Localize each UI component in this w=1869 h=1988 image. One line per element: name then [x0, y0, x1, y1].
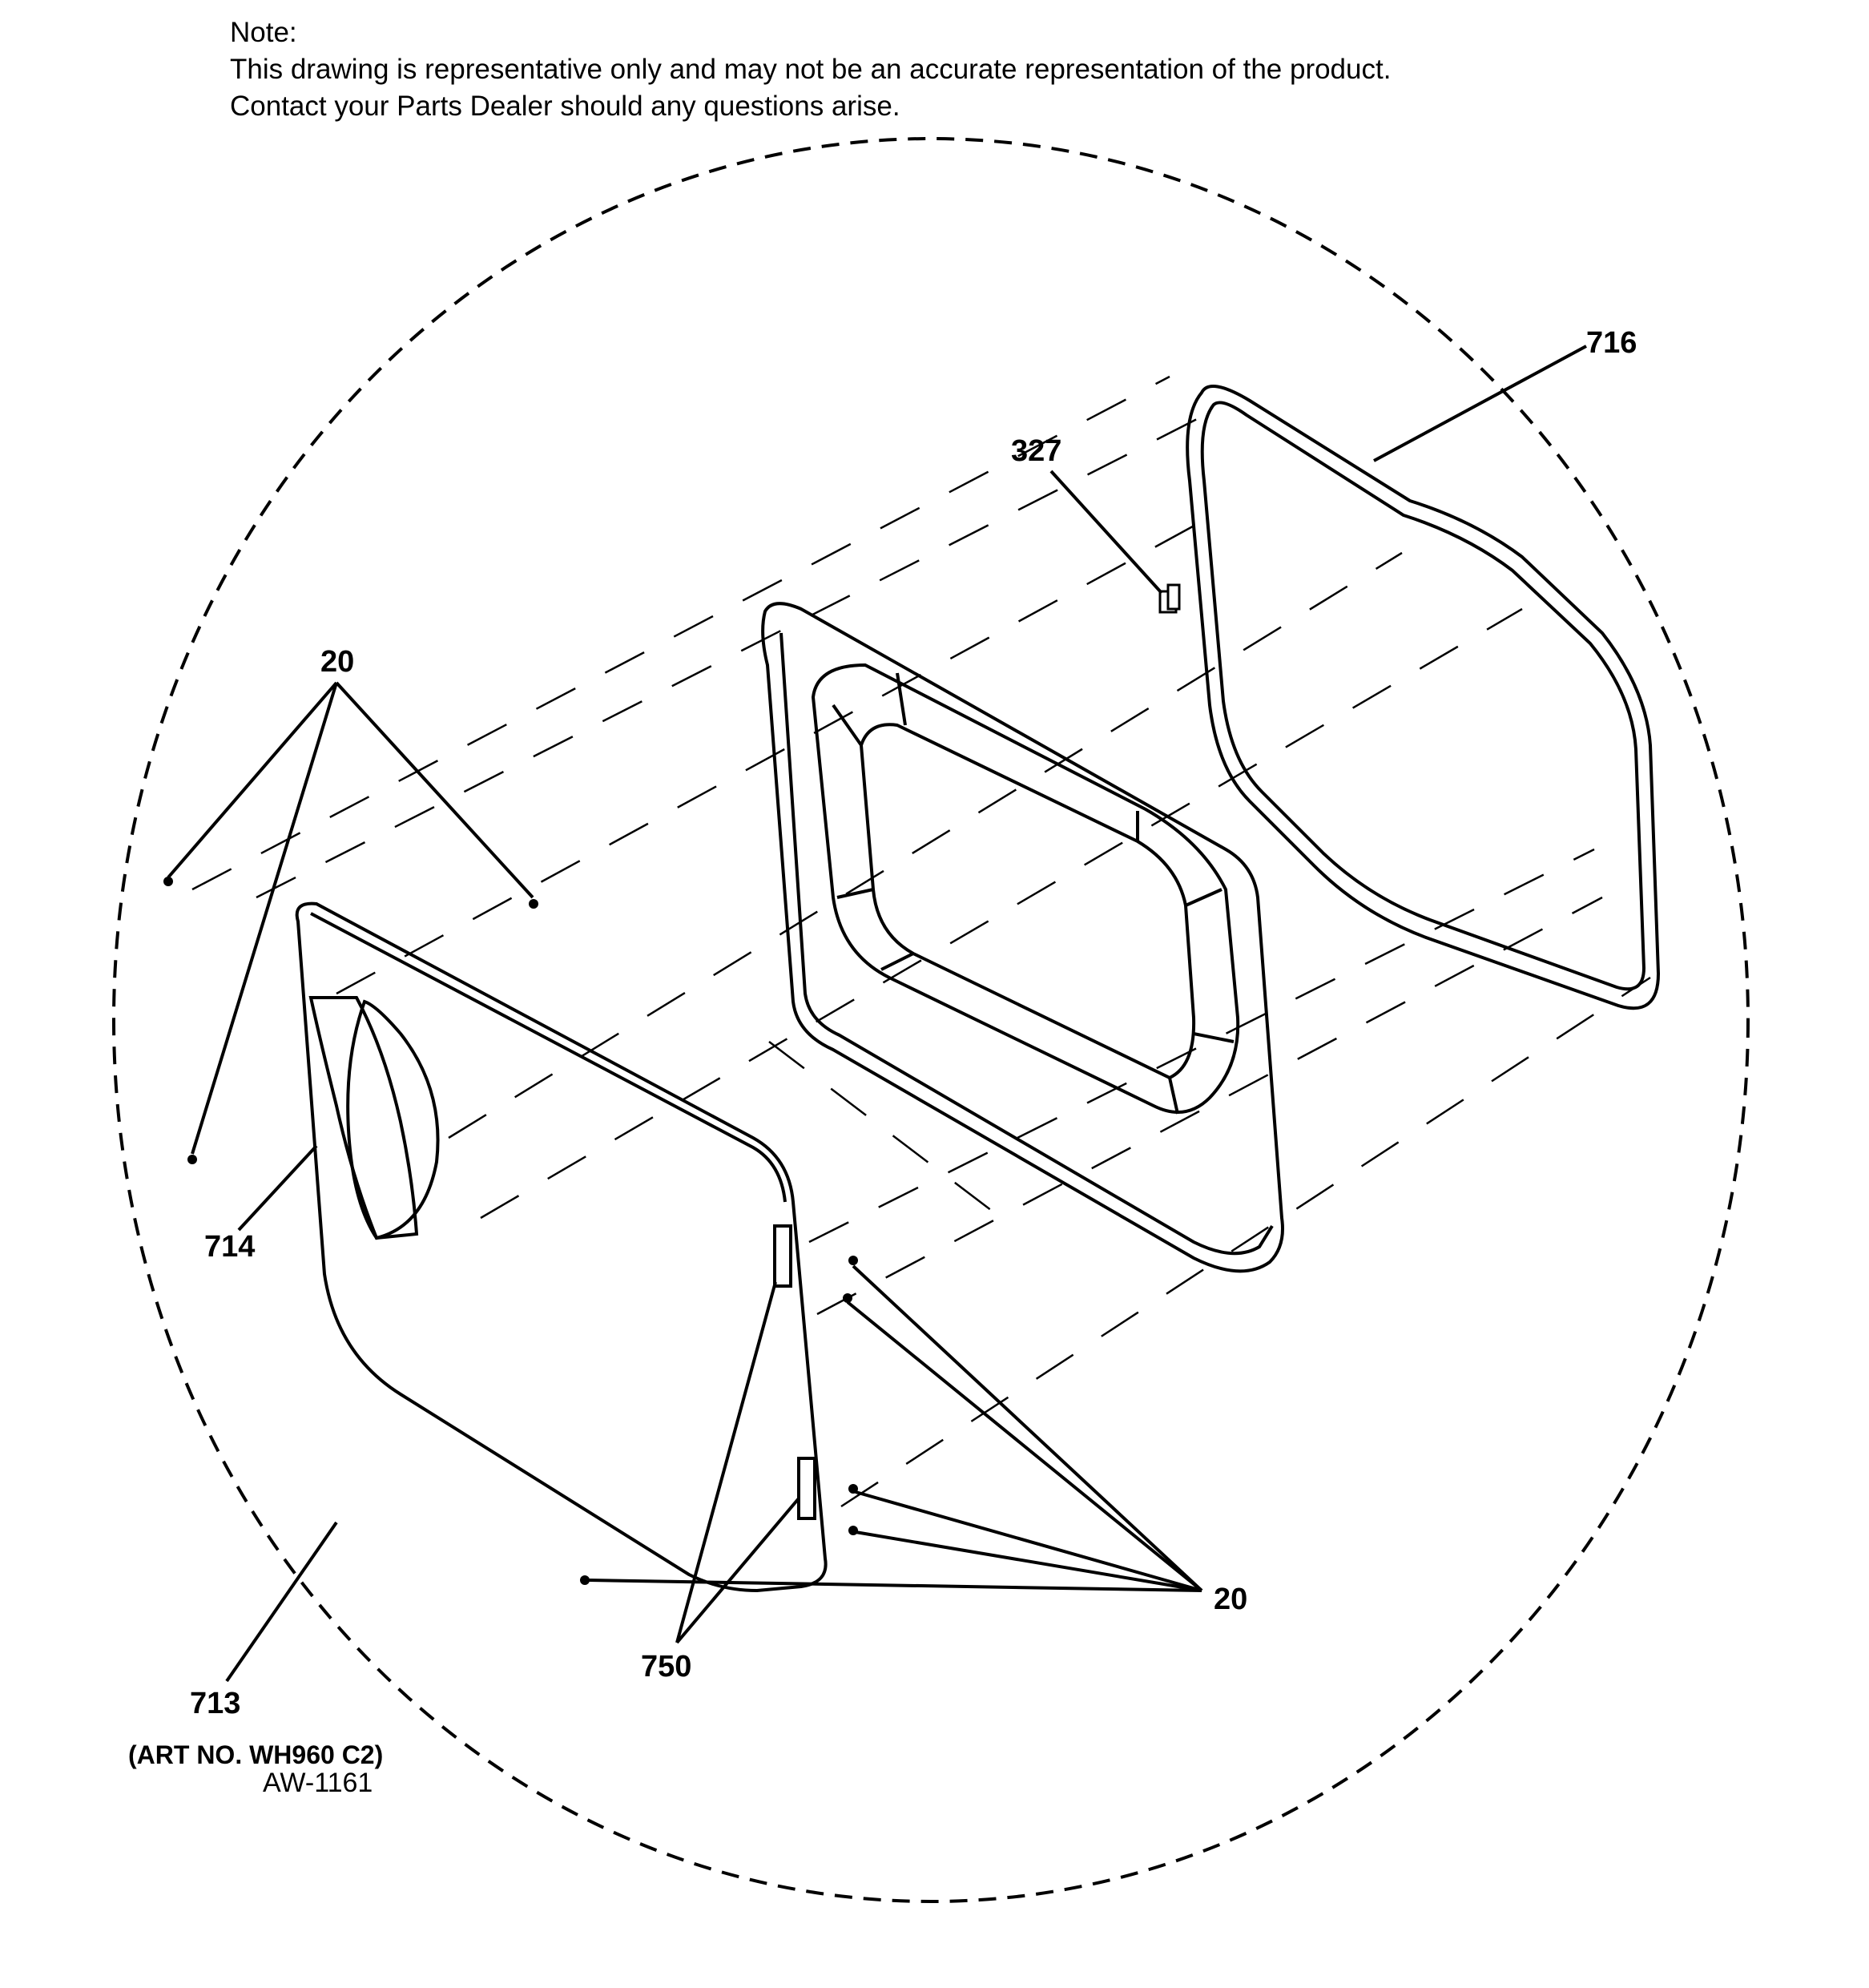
- screw-set: [163, 877, 858, 1585]
- callout-20-lower: 20: [1214, 1583, 1248, 1616]
- callout-750: 750: [641, 1650, 692, 1684]
- callout-327: 327: [1011, 434, 1062, 468]
- latch-strike: [1160, 585, 1179, 612]
- callout-713: 713: [190, 1687, 241, 1720]
- callout-714: 714: [204, 1230, 256, 1264]
- door-inner-frame: [763, 603, 1283, 1271]
- door-outer-panel: [297, 904, 826, 1591]
- aw-number: AW-1161: [263, 1768, 373, 1798]
- callout-20-upper: 20: [320, 645, 355, 679]
- note-heading: Note:: [230, 17, 297, 48]
- art-number: (ART NO. WH960 C2): [128, 1740, 384, 1769]
- alignment-lines: [192, 377, 1650, 1506]
- note-line-2: Contact your Parts Dealer should any questions arise.: [230, 91, 900, 122]
- note-line-1: This drawing is representative only and may not be an accurate representation of the product.: [230, 54, 1392, 85]
- callout-716: 716: [1586, 326, 1637, 360]
